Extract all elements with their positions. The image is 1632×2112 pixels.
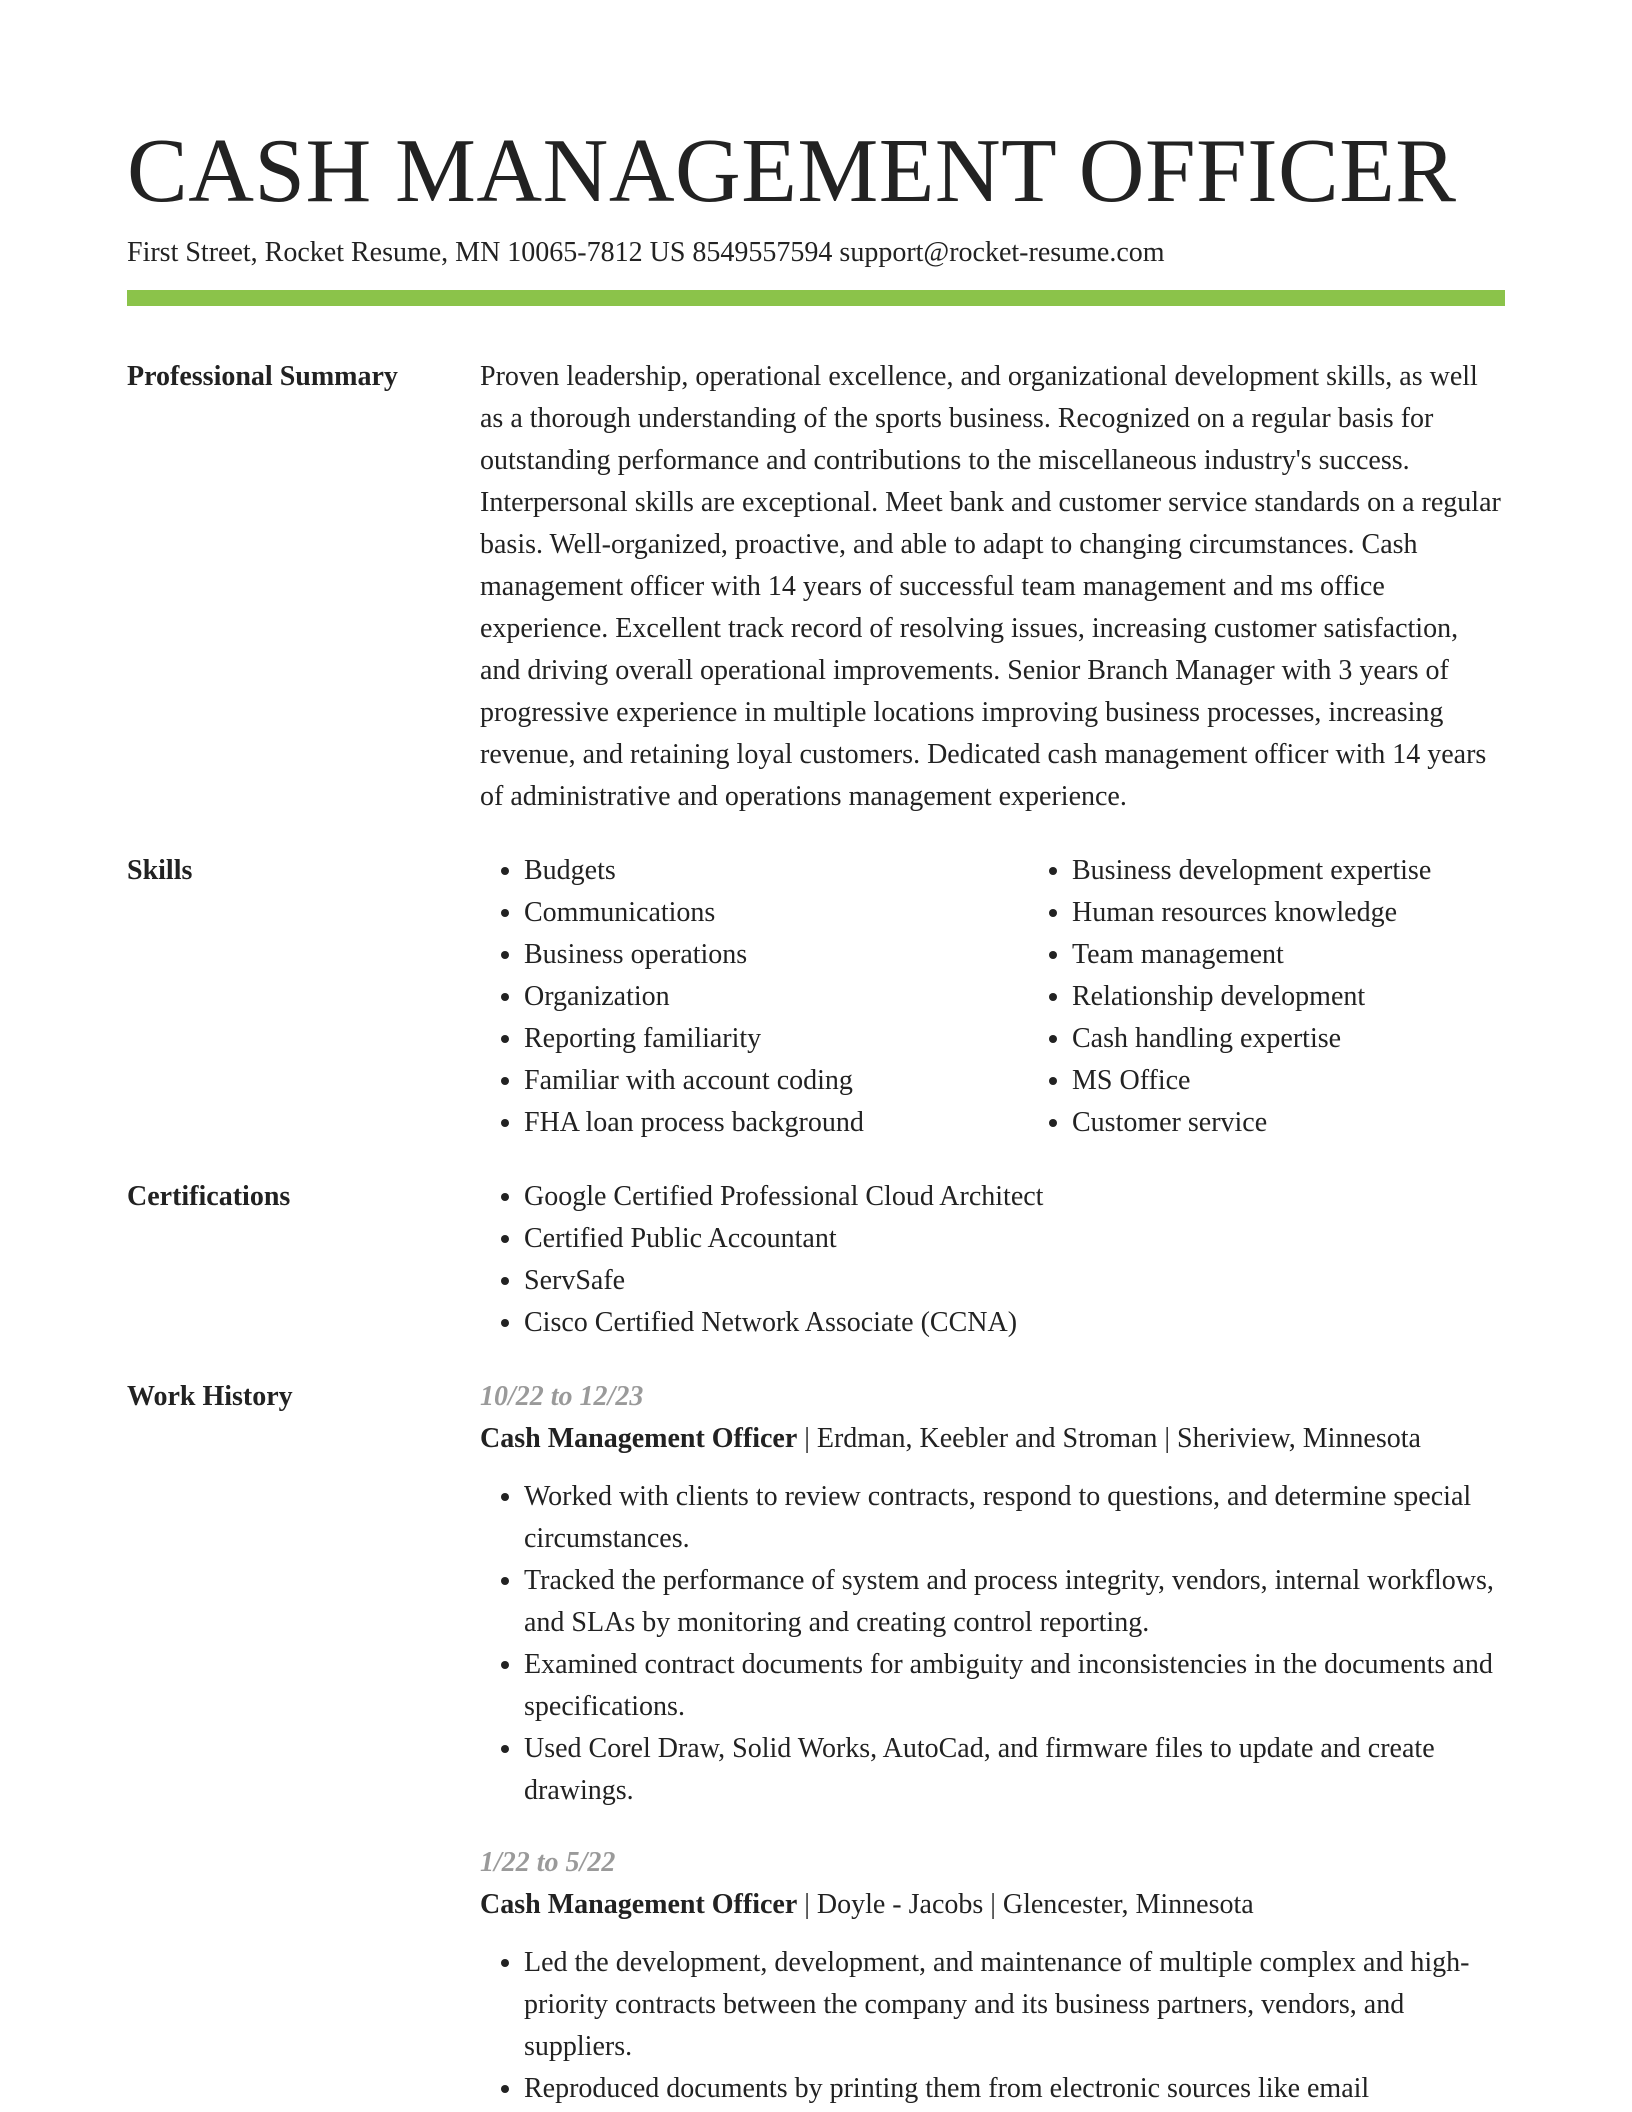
skills-columns — [480, 850, 1576, 1144]
certifications-section — [127, 1176, 1505, 1344]
skill-item: • Team management — [1072, 934, 1576, 976]
job-employer-location: | Doyle - Jacobs | Glencester, Minnesota — [797, 1889, 1254, 1920]
job-entry — [480, 1376, 1505, 1812]
skill-item: • Relationship development — [1072, 976, 1576, 1018]
skill-item: • Budgets — [524, 850, 1028, 892]
job-bullet: • Led the development, development, and maintenance of multiple complex and high-priority contracts between the company and its business partners, vendors, and suppliers. — [524, 1942, 1505, 2068]
certifications-list — [480, 1176, 1505, 1344]
skills-section — [127, 850, 1505, 1144]
job-bullet: • Reproduced documents by printing them from electronic sources like email — [524, 2068, 1505, 2110]
contact-address: First Street, Rocket Resume, MN 10065-7812 US — [127, 237, 686, 268]
accent-divider — [127, 290, 1505, 306]
certification-item: • Google Certified Professional Cloud Architect — [524, 1176, 1505, 1218]
skill-item: • Reporting familiarity — [524, 1018, 1028, 1060]
page-title: CASH MANAGEMENT OFFICER — [127, 120, 1457, 221]
job-dates: 10/22 to 12/23 — [480, 1381, 644, 1412]
job-bullets — [480, 1476, 1505, 1812]
job-bullet: • Examined contract documents for ambiguity and inconsistencies in the documents and specifications. — [524, 1644, 1505, 1728]
skill-item: • Cash handling expertise — [1072, 1018, 1576, 1060]
work-history-body — [480, 1376, 1505, 2110]
summary-text: Proven leadership, operational excellence, and organizational development skills, as well as a thorough understanding of the sports business. Recognized on a regular basis for outstanding performance and contributions to the miscellaneous industry's success. Interpersonal skills are exceptional. Meet bank and customer service standards on a regular basis. Well-organized, proactive, and able to adapt to changing circumstances. Cash management officer with 14 years of successful team management and ms office experience. Excellent track record of resolving issues, increasing customer satisfaction, and driving overall operational improvements. Senior Branch Manager with 3 years of progressive experience in multiple locations improving business processes, increasing revenue, and retaining loyal customers. Dedicated cash management officer with 14 years of administrative and operations management experience. — [480, 361, 1501, 812]
summary-section — [127, 356, 1505, 818]
summary-label: Professional Summary — [127, 361, 398, 392]
summary-body — [480, 356, 1505, 818]
job-title: Cash Management Officer — [480, 1889, 798, 1920]
job-bullet: • Worked with clients to review contracts, respond to questions, and determine special circumstances. — [524, 1476, 1505, 1560]
contact-line — [127, 235, 1505, 271]
skill-item: • Business operations — [524, 934, 1028, 976]
skills-list-left — [480, 850, 1028, 1144]
skill-item: • FHA loan process background — [524, 1102, 1028, 1144]
skill-item: • Communications — [524, 892, 1028, 934]
work-history-label: Work History — [127, 1381, 293, 1412]
job-title: Cash Management Officer — [480, 1423, 798, 1454]
skill-item: • Human resources knowledge — [1072, 892, 1576, 934]
certification-item: • Certified Public Accountant — [524, 1218, 1505, 1260]
job-title-line — [480, 1884, 1505, 1926]
job-employer-location: | Erdman, Keebler and Stroman | Sheriview, Minnesota — [797, 1423, 1421, 1454]
certification-item: • Cisco Certified Network Associate (CCNA) — [524, 1302, 1505, 1344]
job-bullets — [480, 1942, 1505, 2110]
job-bullet: • Used Corel Draw, Solid Works, AutoCad, and firmware files to update and create drawings. — [524, 1728, 1505, 1812]
certifications-body — [480, 1176, 1505, 1344]
skill-item: • Organization — [524, 976, 1028, 1018]
contact-email[interactable]: support@rocket-resume.com — [839, 237, 1165, 268]
skill-item: • Familiar with account coding — [524, 1060, 1028, 1102]
skill-item: • Customer service — [1072, 1102, 1576, 1144]
skill-item: • MS Office — [1072, 1060, 1576, 1102]
certifications-label: Certifications — [127, 1181, 291, 1212]
work-history-section — [127, 1376, 1505, 2110]
skills-list-right — [1028, 850, 1576, 1144]
certification-item: • ServSafe — [524, 1260, 1505, 1302]
job-entry — [480, 1842, 1505, 2110]
skill-item: • Business development expertise — [1072, 850, 1576, 892]
contact-phone[interactable]: 8549557594 — [692, 237, 833, 268]
job-title-line — [480, 1418, 1505, 1460]
skills-label: Skills — [127, 855, 193, 886]
job-bullet: • Tracked the performance of system and process integrity, vendors, internal workflows, and SLAs by monitoring and creating control reporting. — [524, 1560, 1505, 1644]
job-dates: 1/22 to 5/22 — [480, 1847, 616, 1878]
